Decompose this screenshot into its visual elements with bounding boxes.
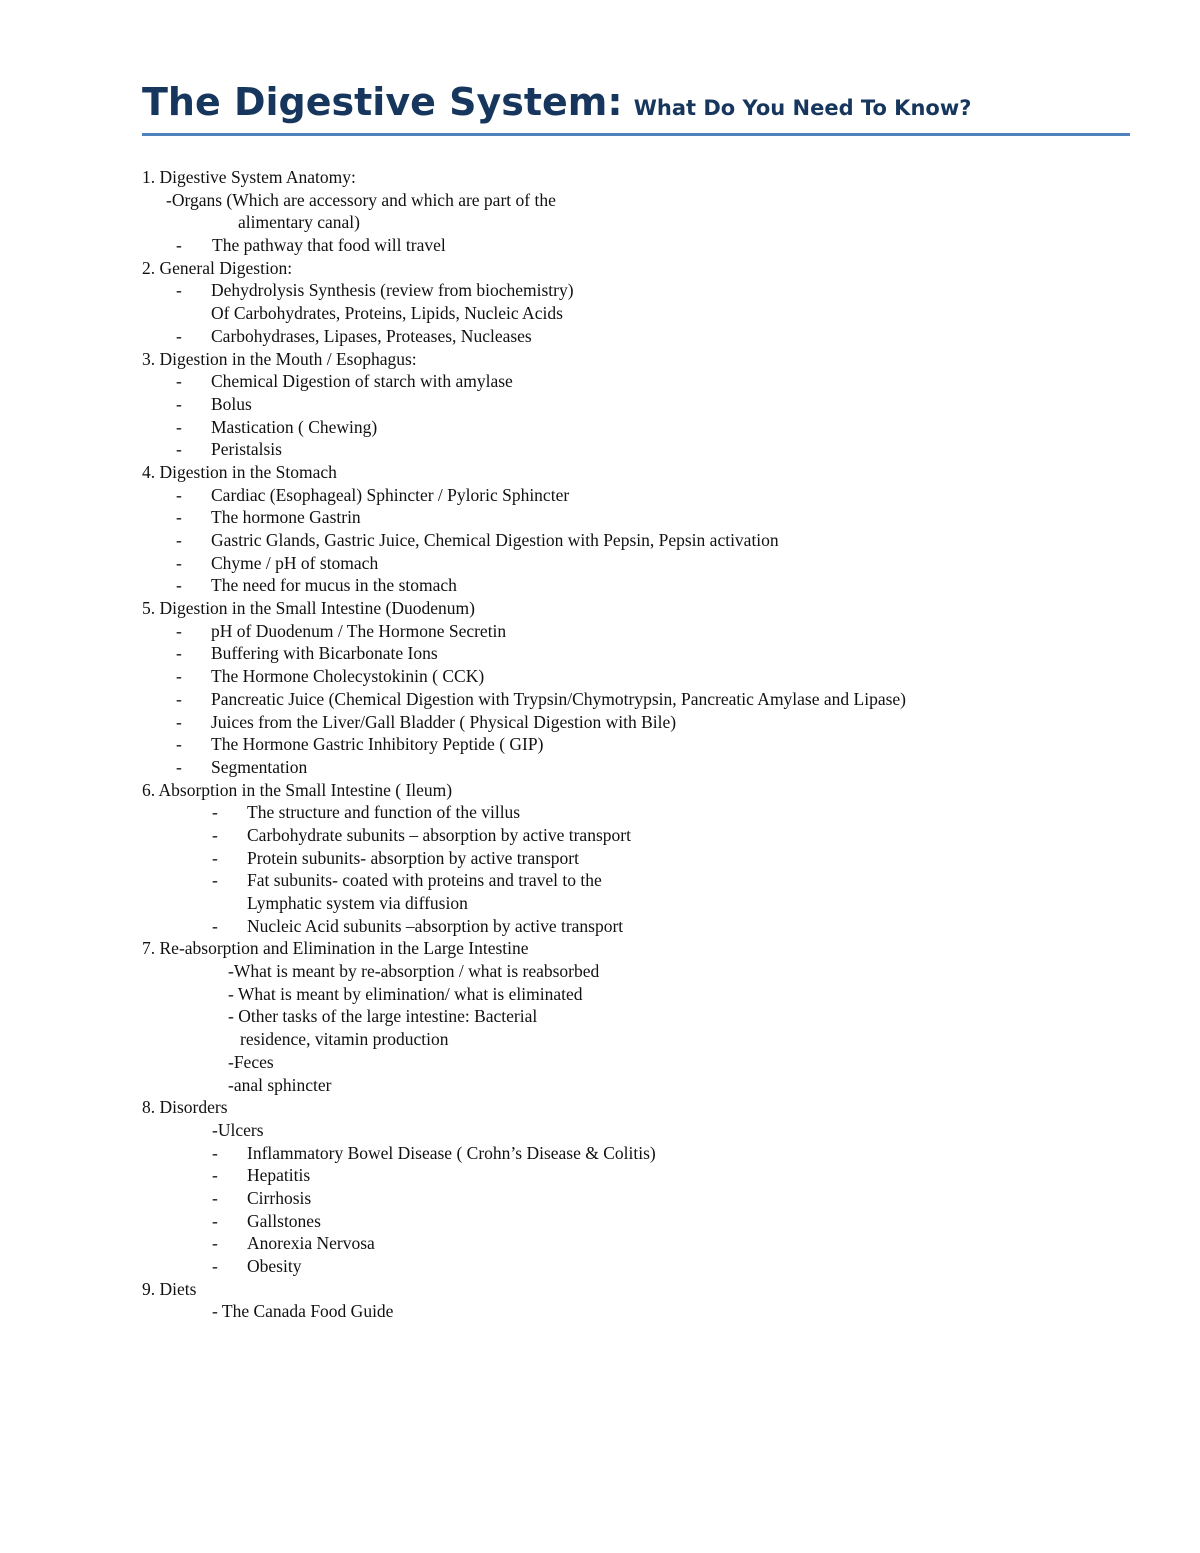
title-subtitle: What Do You Need To Know?	[633, 96, 972, 120]
bullet-dash: -	[176, 711, 182, 732]
bullet-item	[142, 824, 1142, 847]
bullet-dash: -	[212, 1165, 218, 1186]
section-heading	[142, 461, 1142, 484]
bullet-dash: -	[176, 416, 182, 437]
bullet-item	[142, 711, 1142, 734]
list-item	[142, 1005, 1142, 1028]
bullet-item	[142, 1255, 1142, 1278]
bullet-dash: -	[176, 688, 182, 709]
item-text: The structure and function of the villus	[247, 802, 521, 823]
bullet-item	[142, 665, 1142, 688]
item-text: -Organs (Which are accessory and which are part of the	[166, 189, 556, 210]
bullet-item	[142, 416, 1142, 439]
item-text: 4. Digestion in the Stomach	[142, 461, 337, 482]
list-item	[142, 1028, 1142, 1051]
bullet-dash: -	[176, 552, 182, 573]
section-heading	[142, 1096, 1142, 1119]
list-item	[142, 1074, 1142, 1097]
bullet-item	[142, 234, 1142, 257]
item-text: - What is meant by elimination/ what is eliminated	[228, 983, 583, 1004]
item-text: Carbohydrases, Lipases, Proteases, Nucleases	[211, 325, 532, 346]
item-text: -anal sphincter	[228, 1074, 332, 1095]
bullet-item	[142, 1164, 1142, 1187]
item-text: - Other tasks of the large intestine: Bacterial	[228, 1006, 538, 1027]
bullet-item	[142, 438, 1142, 461]
item-text: 6. Absorption in the Small Intestine ( Ileum)	[142, 779, 453, 800]
bullet-item	[142, 552, 1142, 575]
section-heading	[142, 597, 1142, 620]
item-text: 9. Diets	[142, 1278, 197, 1299]
item-text: -What is meant by re-absorption / what is reabsorbed	[228, 961, 600, 982]
bullet-dash: -	[176, 575, 182, 596]
bullet-item	[142, 869, 1142, 892]
bullet-dash: -	[212, 1233, 218, 1254]
item-text: Gallstones	[247, 1210, 321, 1231]
list-item	[142, 189, 1142, 212]
item-text: 7. Re-absorption and Elimination in the Large Intestine	[142, 938, 529, 959]
list-item	[142, 1300, 1142, 1323]
bullet-dash: -	[176, 620, 182, 641]
bullet-item	[142, 801, 1142, 824]
item-text: Hepatitis	[247, 1165, 311, 1186]
bullet-item	[142, 279, 1142, 302]
list-item	[142, 302, 1142, 325]
bullet-dash: -	[176, 484, 182, 505]
bullet-item	[142, 620, 1142, 643]
item-text: -Ulcers	[212, 1119, 264, 1140]
bullet-dash: -	[212, 870, 218, 891]
bullet-dash: -	[212, 1142, 218, 1163]
item-text: Buffering with Bicarbonate Ions	[211, 643, 438, 664]
bullet-item	[142, 1187, 1142, 1210]
list-item	[142, 983, 1142, 1006]
list-item	[142, 892, 1142, 915]
item-text: - The Canada Food Guide	[212, 1301, 394, 1322]
item-text: Carbohydrate subunits – absorption by active transport	[247, 824, 631, 845]
section-heading	[142, 257, 1142, 280]
title-block	[142, 74, 1130, 136]
item-text: The Hormone Gastric Inhibitory Peptide ( GIP)	[211, 734, 544, 755]
bullet-dash: -	[176, 280, 182, 301]
item-text: Of Carbohydrates, Proteins, Lipids, Nucleic Acids	[211, 303, 563, 324]
bullet-dash: -	[176, 666, 182, 687]
item-text: residence, vitamin production	[240, 1029, 449, 1050]
section-heading	[142, 166, 1142, 189]
bullet-dash: -	[212, 802, 218, 823]
bullet-item	[142, 506, 1142, 529]
item-text: Chyme / pH of stomach	[211, 552, 379, 573]
outline-list	[142, 166, 1142, 1323]
bullet-item	[142, 393, 1142, 416]
item-text: The pathway that food will travel	[212, 235, 446, 256]
bullet-dash: -	[176, 507, 182, 528]
bullet-dash: -	[176, 371, 182, 392]
bullet-item	[142, 529, 1142, 552]
list-item	[142, 211, 1142, 234]
item-text: Anorexia Nervosa	[247, 1233, 375, 1254]
bullet-item	[142, 847, 1142, 870]
item-text: 2. General Digestion:	[142, 257, 293, 278]
bullet-dash: -	[212, 1210, 218, 1231]
item-text: Lymphatic system via diffusion	[247, 893, 468, 913]
title-underline-rule	[142, 133, 1130, 136]
item-text: Fat subunits- coated with proteins and travel to the	[247, 870, 602, 891]
bullet-item	[142, 733, 1142, 756]
section-heading	[142, 937, 1142, 960]
section-heading	[142, 1278, 1142, 1301]
item-text: Protein subunits- absorption by active transport	[247, 847, 579, 868]
item-text: Juices from the Liver/Gall Bladder ( Physical Digestion with Bile)	[211, 711, 677, 732]
list-item	[142, 1119, 1142, 1142]
item-text: 3. Digestion in the Mouth / Esophagus:	[142, 348, 417, 369]
item-text: 8. Disorders	[142, 1097, 228, 1118]
page-title	[142, 74, 1130, 136]
item-text: Cirrhosis	[247, 1187, 312, 1208]
bullet-item	[142, 574, 1142, 597]
list-item	[142, 1051, 1142, 1074]
item-text: Dehydrolysis Synthesis (review from biochemistry)	[211, 280, 574, 301]
item-text: Nucleic Acid subunits –absorption by active transport	[247, 915, 624, 936]
bullet-dash: -	[212, 915, 218, 936]
bullet-item	[142, 1210, 1142, 1233]
bullet-dash: -	[176, 439, 182, 460]
item-text: alimentary canal)	[238, 212, 360, 233]
item-text: Peristalsis	[211, 439, 282, 460]
bullet-dash: -	[176, 325, 182, 346]
bullet-dash: -	[176, 643, 182, 664]
section-heading	[142, 779, 1142, 802]
bullet-item	[142, 370, 1142, 393]
bullet-item	[142, 484, 1142, 507]
bullet-dash: -	[212, 1256, 218, 1276]
item-text: pH of Duodenum / The Hormone Secretin	[211, 620, 507, 641]
bullet-item	[142, 915, 1142, 938]
bullet-dash: -	[176, 393, 182, 414]
item-text: The hormone Gastrin	[211, 507, 361, 528]
item-text: Bolus	[211, 393, 252, 414]
bullet-item	[142, 642, 1142, 665]
bullet-item	[142, 688, 1142, 711]
item-text: Mastication ( Chewing)	[211, 416, 378, 437]
bullet-dash: -	[176, 530, 182, 550]
bullet-item	[142, 325, 1142, 348]
item-text: Chemical Digestion of starch with amylase	[211, 371, 513, 392]
item-text: 1. Digestive System Anatomy:	[142, 167, 356, 187]
bullet-dash: -	[176, 235, 182, 256]
bullet-item	[142, 756, 1142, 779]
bullet-item	[142, 1232, 1142, 1255]
bullet-dash: -	[212, 847, 218, 868]
item-text: Cardiac (Esophageal) Sphincter / Pyloric Sphincter	[211, 484, 570, 505]
item-text: The Hormone Cholecystokinin ( CCK)	[211, 666, 485, 687]
bullet-dash: -	[212, 1187, 218, 1208]
title-main: The Digestive System:	[142, 80, 623, 124]
item-text: The need for mucus in the stomach	[211, 575, 457, 596]
item-text: Obesity	[247, 1256, 302, 1276]
item-text: Segmentation	[211, 756, 308, 777]
item-text: -Feces	[228, 1051, 274, 1072]
section-heading	[142, 348, 1142, 371]
item-text: 5. Digestion in the Small Intestine (Duodenum)	[142, 598, 475, 619]
bullet-dash: -	[212, 824, 218, 845]
item-text: Gastric Glands, Gastric Juice, Chemical Digestion with Pepsin, Pepsin activation	[211, 530, 779, 550]
item-text: Pancreatic Juice (Chemical Digestion with Trypsin/Chymotrypsin, Pancreatic Amylase and Lipase)	[211, 688, 907, 709]
list-item	[142, 960, 1142, 983]
bullet-item	[142, 1142, 1142, 1165]
bullet-dash: -	[176, 756, 182, 777]
bullet-dash: -	[176, 734, 182, 755]
item-text: Inflammatory Bowel Disease ( Crohn’s Disease & Colitis)	[247, 1142, 656, 1163]
